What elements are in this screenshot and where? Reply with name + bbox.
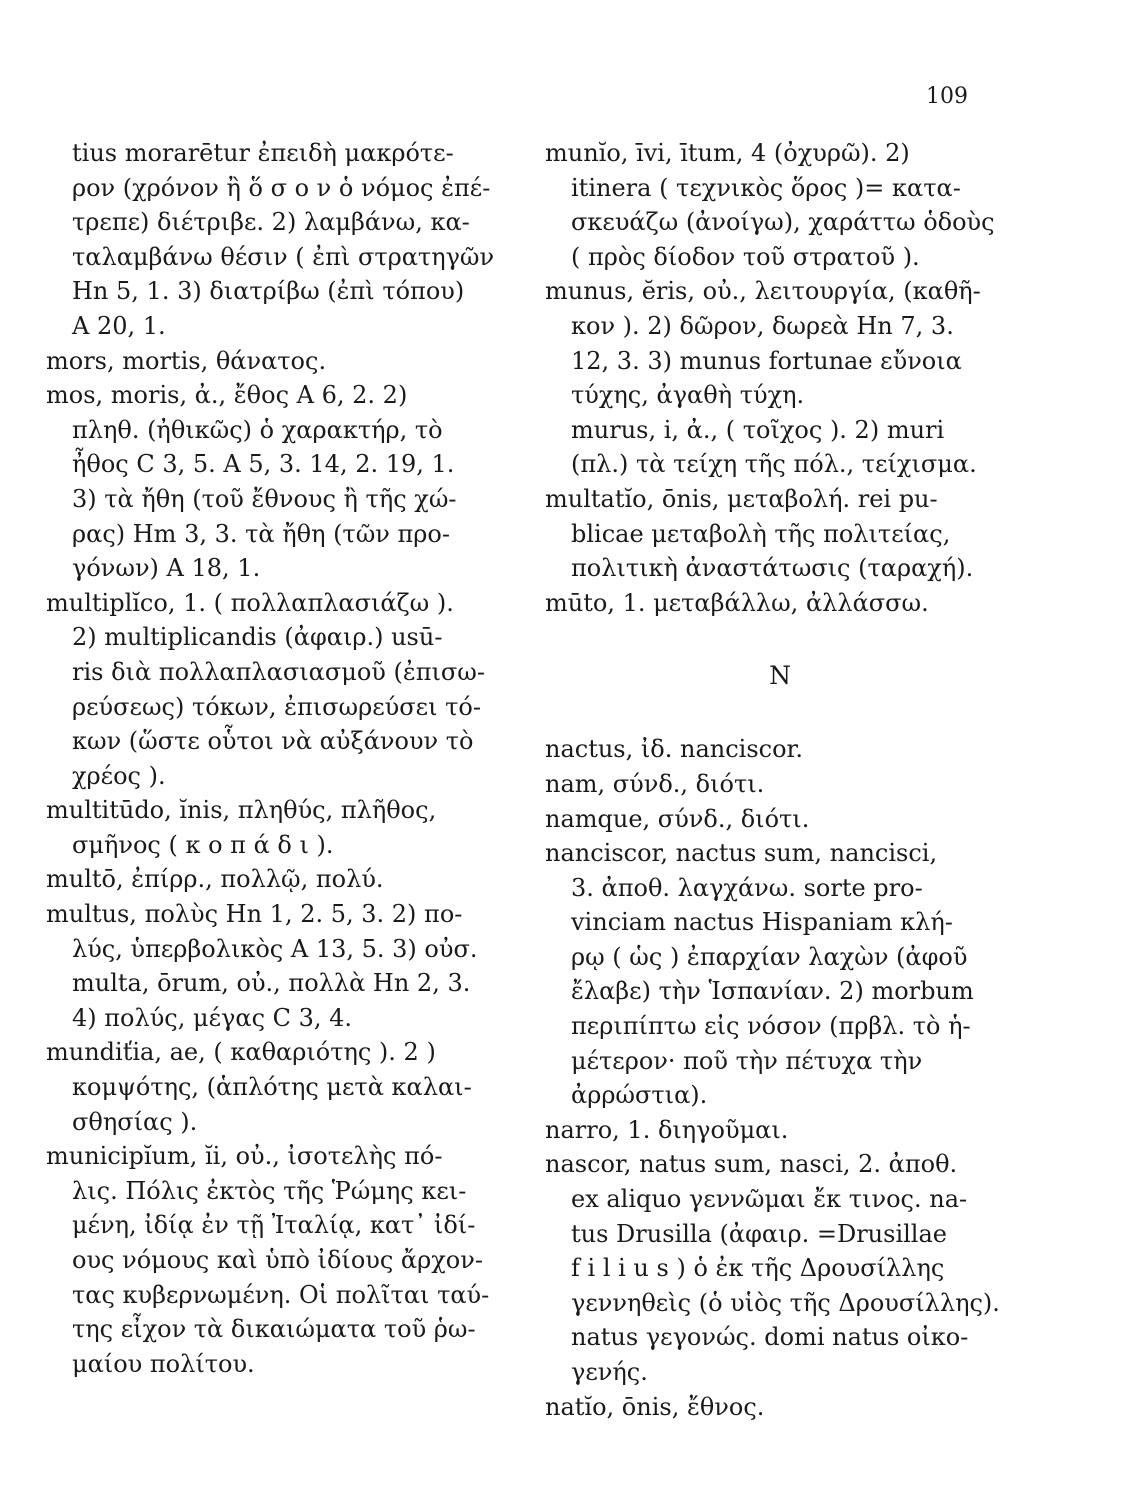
- text-line: Hn 5, 1. 3) διατρίβω (ἐπὶ τόπου): [72, 277, 465, 306]
- text-line: mūto, 1. μεταβάλλω, ἀλλάσσω.: [545, 588, 929, 617]
- text-line: munĭo, īvi, ītum, 4 (ὀχυρῶ). 2): [545, 139, 910, 167]
- text-line: σμῆνος ( κ ο π ά δ ι ).: [72, 830, 334, 859]
- text-line: λύς, ὑπερβολικὸς A 13, 5. 3) οὐσ.: [72, 934, 478, 963]
- text-line: f i l i u s ) ὁ ἐκ τῆς Δρουσίλλης: [571, 1254, 945, 1283]
- text-line: 3. ἀποθ. λαγχάνω. sorte pro-: [571, 873, 923, 902]
- text-line: narro, 1. διηγοῦμαι.: [545, 1115, 789, 1144]
- text-line: πληθ. (ἠθικῶς) ὁ χαρακτήρ, τὸ: [72, 415, 443, 444]
- text-line: σθησίας ).: [72, 1107, 198, 1136]
- text-line: mundiťia, ae, ( καθαριότης ). 2 ): [46, 1038, 436, 1067]
- right-column-entries-n: [545, 732, 1015, 1424]
- text-line: nam, σύνδ., διότι.: [545, 769, 765, 798]
- text-line: κον ). 2) δῶρον, δωρεὰ Hn 7, 3.: [571, 311, 954, 340]
- text-line: nascor, natus sum, nasci, 2. ἀποθ.: [545, 1150, 958, 1179]
- text-line: municipĭum, ĭi, οὐ., ἰσοτελὴς πό-: [46, 1142, 443, 1171]
- text-line: mos, moris, ἀ., ἔθος A 6, 2. 2): [46, 381, 408, 410]
- text-line: τας κυβερνωμένη. Οἱ πολῖται ταύ-: [72, 1280, 490, 1309]
- text-line: γενής.: [571, 1358, 648, 1386]
- text-line: της εἶχον τὰ δικαιώματα τοῦ ῥω-: [72, 1315, 476, 1344]
- text-line: ἦθος C 3, 5. A 5, 3. 14, 2. 19, 1.: [72, 450, 455, 479]
- text-line: ἀρρώστια).: [571, 1081, 708, 1110]
- text-line: τρεπε) διέτριβε. 2) λαμβάνω, κα-: [72, 208, 470, 237]
- text-line: multa, ōrum, οὐ., πολλὰ Hn 2, 3.: [72, 969, 471, 998]
- right-column: [545, 136, 1015, 1424]
- text-line: μένη, ἰδίᾳ ἐν τῇ Ἰταλίᾳ, κατ᾽ ἰδί-: [72, 1211, 476, 1240]
- text-line: 3) τὰ ἤθη (τοῦ ἔθνους ἢ τῆς χώ-: [72, 484, 457, 513]
- text-line: multitūdo, ĭnis, πληθύς, πλῆθος,: [46, 796, 437, 825]
- text-line: λις. Πόλις ἐκτὸς τῆς Ῥώμης κει-: [72, 1176, 467, 1205]
- right-column-entries-m: [545, 136, 1015, 620]
- text-line: ἔλαβε) τὴν Ἱσπανίαν. 2) morbum: [571, 977, 974, 1006]
- text-line: 2) multiplicandis (ἀφαιρ.) usū-: [72, 623, 443, 652]
- text-line: vinciam nactus Hispaniam κλή-: [571, 908, 953, 937]
- text-line: 12, 3. 3) munus fortunae εὔνοια: [571, 346, 962, 375]
- text-line: γόνων) A 18, 1.: [72, 554, 261, 583]
- text-line: τύχης, ἀγαθὴ τύχη.: [571, 381, 805, 410]
- text-line: σκευάζω (ἀνοίγω), χαράττω ὁδοὺς: [571, 208, 995, 237]
- text-line: ταλαμβάνω θέσιν ( ἐπὶ στρατηγῶν: [72, 242, 495, 271]
- text-line: μαίου πολίτου.: [72, 1349, 255, 1378]
- text-line: tus Drusilla (ἀφαιρ. =Drusillae: [571, 1219, 947, 1248]
- text-line: namque, σύνδ., διότι.: [545, 804, 810, 833]
- text-line: 4) πολύς, μέγας C 3, 4.: [72, 1003, 353, 1032]
- text-line: A 20, 1.: [72, 311, 166, 340]
- text-line: nanciscor, nactus sum, nancisci,: [545, 839, 938, 868]
- text-line: ex aliquo γεννῶμαι ἔκ τινος. na-: [571, 1185, 968, 1214]
- text-line: ρεύσεως) τόκων, ἐπισωρεύσει τό-: [72, 692, 481, 721]
- text-line: multō, ἐπίρρ., πολλῷ, πολύ.: [46, 865, 384, 894]
- text-line: ρας) Hm 3, 3. τὰ ἤθη (τῶν προ-: [72, 519, 450, 548]
- text-line: blicae μεταβολὴ τῆς πολιτείας,: [571, 519, 951, 548]
- text-line: ris διὰ πολλαπλασιασμοῦ (ἐπισω-: [72, 657, 485, 686]
- text-line: μέτερον· ποῦ τὴν πέτυχα τὴν: [571, 1046, 923, 1075]
- text-line: itinera ( τεχνικὸς ὅρος )= κατα-: [571, 173, 961, 202]
- text-line: ρον (χρόνον ἢ ὅ σ ο ν ὁ νόμος ἐπέ-: [72, 173, 491, 202]
- page-number: 109: [926, 84, 968, 109]
- text-line: munus, ĕris, οὐ., λειτουργία, (καθῆ-: [545, 277, 981, 306]
- text-line: tius morarētur ἐπειδὴ μακρότε-: [72, 139, 454, 167]
- text-line: ους νόμους καὶ ὑπὸ ἰδίους ἄρχον-: [72, 1246, 483, 1274]
- text-line: (πλ.) τὰ τείχη τῆς πόλ., τείχισμα.: [571, 450, 977, 479]
- left-column: [46, 136, 516, 1381]
- text-line: ρῳ ( ὡς ) ἐπαρχίαν λαχὼν (ἀφοῦ: [571, 942, 968, 971]
- text-line: multus, πολὺς Hn 1, 2. 5, 3. 2) πο-: [46, 900, 463, 929]
- text-line: multatĭo, ōnis, μεταβολή. rei pu-: [545, 484, 938, 513]
- text-line: κων (ὥστε οὗτοι νὰ αὐξάνουν τὸ: [72, 727, 474, 756]
- text-line: nactus, ἰδ. nanciscor.: [545, 735, 804, 764]
- text-line: multiplĭco, 1. ( πολλαπλασιάζω ).: [46, 588, 454, 617]
- text-line: κομψότης, (ἁπλότης μετὰ καλαι-: [72, 1073, 472, 1102]
- text-line: ( πρὸς δίοδον τοῦ στρατοῦ ).: [571, 242, 920, 271]
- text-line: χρέος ).: [72, 761, 166, 790]
- text-line: natĭo, ōnis, ἔθνος.: [545, 1392, 765, 1421]
- text-line: mors, mortis, θάνατος.: [46, 346, 327, 375]
- text-line: γεννηθεὶς (ὁ υἱὸς τῆς Δρουσίλλης).: [571, 1288, 1000, 1317]
- text-line: πολιτικὴ ἀναστάτωσις (ταραχή).: [571, 554, 974, 583]
- text-line: περιπίπτω εἰς νόσον (πρβλ. τὸ ἡ-: [571, 1012, 971, 1041]
- text-line: natus γεγονώς. domi natus οἰκο-: [571, 1323, 969, 1352]
- section-heading-letter: N: [769, 661, 791, 691]
- text-line: murus, i, ἀ., ( τοῖχος ). 2) muri: [571, 415, 945, 444]
